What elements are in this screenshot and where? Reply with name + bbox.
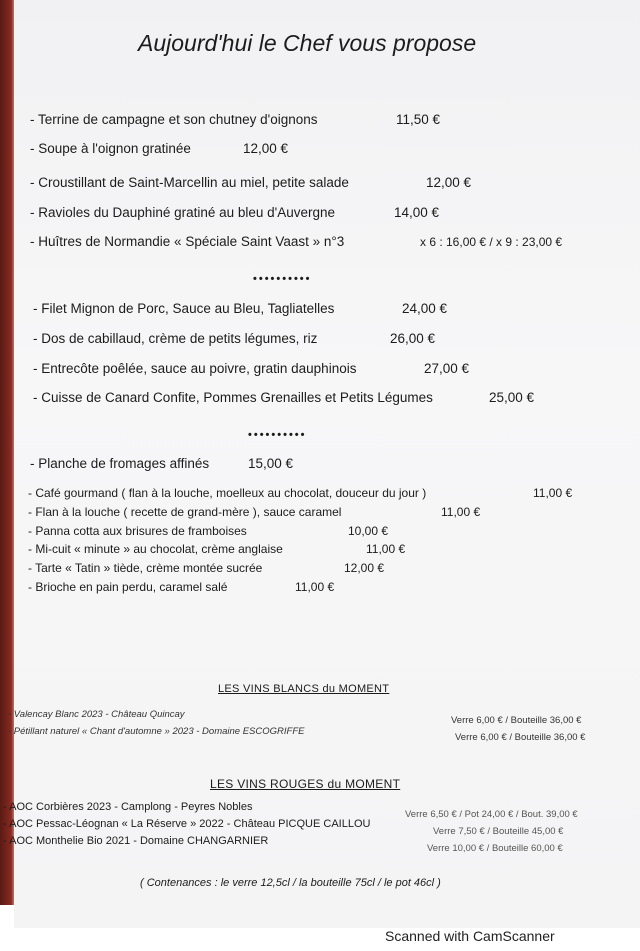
menu-item: - Filet Mignon de Porc, Sauce au Bleu, Tagliatelles 24,00 € [33, 301, 448, 316]
menu-item: - Cuisse de Canard Confite, Pommes Grenailles et Petits Légumes 25,00 € [33, 390, 535, 405]
wine-price: Verre 7,50 € / Bouteille 45,00 € [433, 826, 564, 837]
wine-price: Verre 6,50 € / Pot 24,00 € / Bout. 39,00 € [405, 809, 578, 820]
menu-item: - Tarte « Tatin » tiède, crème montée sucrée 12,00 € [28, 561, 385, 575]
menu-item: - Entrecôte poêlée, sauce au poivre, gratin dauphinois 27,00 € [33, 361, 470, 376]
menu-item: - Soupe à l'oignon gratinée 12,00 € [30, 141, 289, 156]
red-wines-heading: LES VINS ROUGES du MOMENT [210, 777, 401, 791]
menu-item: - Ravioles du Dauphiné gratiné au bleu d'Auvergne 14,00 € [30, 205, 440, 220]
wine-item: - Valencay Blanc 2023 - Château Quincay [8, 709, 185, 720]
menu-item: - Panna cotta aux brisures de framboises 10,00 € [28, 524, 389, 538]
menu-item: - Mi-cuit « minute » au chocolat, crème anglaise 11,00 € [28, 542, 406, 556]
page-title: Aujourd'hui le Chef vous propose [138, 30, 477, 56]
scanner-watermark: Scanned with CamScanner [385, 928, 555, 944]
menu-item: - Flan à la louche ( recette de grand-mère ), sauce caramel 11,00 € [28, 505, 481, 519]
menu-item: - Croustillant de Saint-Marcellin au miel, petite salade 12,00 € [30, 175, 472, 190]
menu-item: - Brioche en pain perdu, caramel salé 11,00 € [28, 580, 335, 594]
wine-item: - AOC Corbières 2023 - Camplong - Peyres Nobles [3, 801, 253, 813]
menu-item: - Dos de cabillaud, crème de petits légumes, riz 26,00 € [33, 331, 436, 346]
menu-item: - Planche de fromages affinés 15,00 € [30, 456, 294, 471]
menu-item: - Terrine de campagne et son chutney d'oignons 11,50 € [30, 112, 441, 127]
menu-item: - Huîtres de Normandie « Spéciale Saint Vaast » n°3 x 6 : 16,00 € / x 9 : 23,00 € [30, 234, 563, 249]
separator: •••••••••• [253, 273, 312, 285]
wine-item: - Pétillant naturel « Chant d'automne » 2023 - Domaine ESCOGRIFFE [8, 726, 305, 737]
wine-price: Verre 6,00 € / Bouteille 36,00 € [455, 732, 586, 743]
contenances-note: ( Contenances : le verre 12,5cl / la bouteille 75cl / le pot 46cl ) [140, 877, 441, 889]
wine-price: Verre 10,00 € / Bouteille 60,00 € [427, 843, 563, 854]
wine-price: Verre 6,00 € / Bouteille 36,00 € [451, 715, 582, 726]
menu-item: - Café gourmand ( flan à la louche, moelleux au chocolat, douceur du jour ) 11,00 € [28, 486, 573, 500]
separator: •••••••••• [248, 429, 307, 441]
wine-item: - AOC Pessac-Léognan « La Réserve » 2022 - Château PICQUE CAILLOU [3, 818, 371, 830]
wine-item: - AOC Monthelie Bio 2021 - Domaine CHANGARNIER [3, 835, 269, 847]
white-wines-heading: LES VINS BLANCS du MOMENT [218, 683, 390, 695]
